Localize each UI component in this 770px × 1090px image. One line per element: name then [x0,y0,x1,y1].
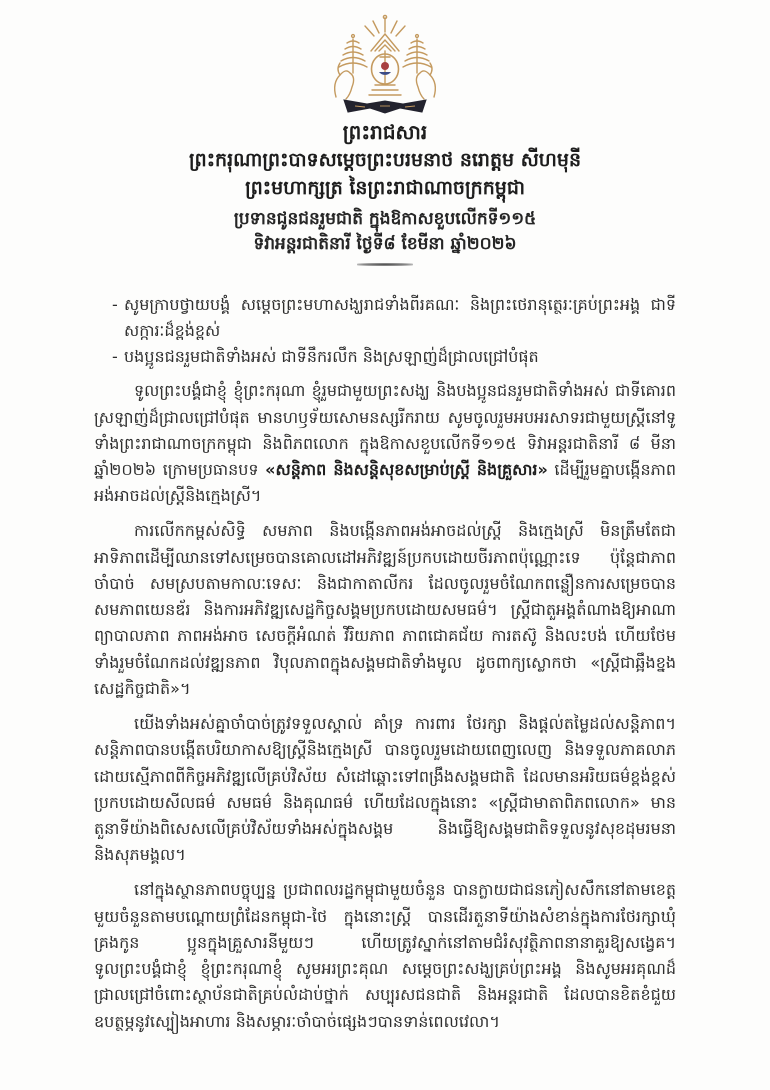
salutation-item [112,292,676,344]
paragraph-1 [94,378,676,509]
salutation-list [112,292,676,371]
document-header [0,119,770,266]
paragraph-1-theme: «សន្តិភាព និងសន្តិសុខសម្រាប់ស្ត្រី និងគ្រួសារ» [265,459,548,479]
salutation-item [112,344,676,370]
paragraph-1-pre: ទូលព្រះបង្គំជាខ្ញុំ ខ្ញុំព្រះករុណា ខ្ញុំរួមជាមួយព្រះសង្ឃ និងបងប្អូនជនរួមជាតិទាំងអស់ ជាទីគោរពស្រឡាញ់ដ៏ជ្រាលជ្រៅបំផុត មានហឫទ័យសោមនស្សរីករាយ សូមចូលរួមអបអរសាទរជាមួយស្ត្រីនៅទូទាំងព្រះរាជាណាចក្រកម្ពុជា និងពិភពលោក ក្នុងឱកាសខួបលើកទី១១៥ ទិវាអន្តរជាតិនារី ៨ មីនា ឆ្នាំ២០២៦ ក្រោមប្រធានបទ [94,381,676,479]
date-line: ទិវាអន្តរជាតិនារី ថ្ងៃទី៨ ខែមីនា ឆ្នាំ២០២៦ [253,234,517,255]
monarch-title-line: ព្រះមហាក្សត្រ នៃព្រះរាជាណាចក្រកម្ពុជា [245,176,525,199]
document-title: ព្រះរាជសារ [342,120,428,144]
paragraph-4: នៅក្នុងស្ថានភាពបច្ចុប្បន្ន ប្រជាពលរដ្ឋកម្ពុជាមួយចំនួន បានក្លាយជាជនភៀសសឹកនៅតាមខេត្តមួយចំនួនតាមបណ្តោយព្រំដែនកម្ពុជា-ថៃ ក្នុងនោះស្ត្រី បានដើរតួនាទីយ៉ាងសំខាន់ក្នុងការថែរក្សាឃុំគ្រងកូន ប្អូនក្នុងគ្រួសារនីមួយៗ ហើយត្រូវស្នាក់នៅតាមជំរំសុវត្ថិភាពនានាគួរឱ្យសង្វេគ។ ទូលព្រះបង្គំជាខ្ញុំ ខ្ញុំព្រះករុណាខ្ញុំ សូមអរព្រះគុណ សម្តេចព្រះសង្ឃគ្រប់ព្រះអង្គ និងសូមអរគុណដ៏ជ្រាលជ្រៅចំពោះស្ថាប័នជាតិគ្រប់លំដាប់ថ្នាក់ សប្បុរសជនជាតិ និងអន្តរជាតិ ដែលបានខិតខំជួយឧបត្ថម្ភនូវស្បៀងអាហារ និងសម្ភារៈចាំបាច់ផ្សេងៗបានទាន់ពេលវេលា។ [94,880,676,1031]
salutation-text: សូមក្រាបថ្វាយបង្គំ សម្តេចព្រះមហាសង្ឃរាជទាំងពីរគណៈ និងព្រះថេរានុត្ថេរៈគ្រប់ព្រះអង្គ ជាទីសក្ការៈដ៏ខ្ពង់ខ្ពស់ [124,294,676,340]
salutation-text: បងប្អូនជនរួមជាតិទាំងអស់ ជាទីនឹករលឹក និងស្រឡាញ់ដ៏ជ្រាលជ្រៅបំផុត [124,347,539,367]
royal-arms-icon [322,13,448,117]
paragraph-3: យើងទាំងអស់គ្នាចាំបាច់ត្រូវទទួលស្គាល់ គាំទ្រ ការពារ ថែរក្សា និងផ្តល់តម្លៃដល់សន្តិភាព។ សន្តិភាពបានបង្កើតបរិយាកាសឱ្យស្ត្រីនិងក្មេងស្រី បានចូលរួមដោយពេញលេញ និងទទួលភាគលាភដោយស្មើភាពពីកិច្ចអភិវឌ្ឍលើគ្រប់វិស័យ សំដៅឆ្ពោះទៅពង្រឹងសង្គមជាតិ ដែលមានអរិយធម៌ខ្ពង់ខ្ពស់ប្រកបដោយសីលធម៌ សមធម៌ និងគុណធម៌ ហើយដែលក្នុងនោះ «ស្ត្រីជាមាតាពិភពលោក» មានតួនាទីយ៉ាងពិសេសលើគ្រប់វិស័យទាំងអស់ក្នុងសង្គម និងធ្វើឱ្យសង្គមជាតិទទួលនូវសុខដុមរមនា និងសុភមង្គល។ [94,714,676,865]
paragraph-2: ការលើកកម្ពស់សិទ្ធិ សមភាព និងបង្កើនភាពអង់អាចដល់ស្ត្រី និងក្មេងស្រី មិនត្រឹមតែជាអាទិភាពដើម្បីឈានទៅសម្រេចបានគោលដៅអភិវឌ្ឍន៍ប្រកបដោយចីរភាពប៉ុណ្ណោះទេ ប៉ុន្តែជាភាពចាំបាច់ សមស្របតាមកាលៈទេសៈ និងជាកាតាលីករ ដែលចូលរួមចំណែកពន្លឿនការសម្រេចបានសមភាពយេនឌ័រ និងការអភិវឌ្ឍសេដ្ឋកិច្ចសង្គមប្រកបដោយសមធម៌។ ស្ត្រីជាតួអង្គតំណាងឱ្យអាណាព្យាបាលភាព ភាពអង់អាច សេចក្តីអំណត់ វីរិយភាព ភាពជោគជ័យ ការតស៊ូ និងលះបង់ ហើយថែមទាំងរួមចំណែកដល់វឌ្ឍនភាព វិបុលភាពក្នុងសង្គមជាតិទាំងមូល ដូចពាក្យស្លោកថា «ស្ត្រីជាឆ្អឹងខ្នងសេដ្ឋកិច្ចជាតិ»។ [94,521,676,698]
king-name-line: ព្រះករុណាព្រះបាទសម្តេចព្រះបរមនាថ នរោត្តម សីហមុនី [188,149,582,171]
paragraph-1-post: ដើម្បីរួមគ្នាបង្កើនភាពអង់អាចដល់ស្ត្រីនិងក្មេងស្រី។ [94,459,676,506]
salutation-dash: - [112,294,118,314]
document-body [94,292,676,1035]
royal-arms-emblem [320,13,450,117]
occasion-line: ប្រទានជូនជនរួមជាតិ ក្នុងឱកាសខួបលើកទី១១៥ [233,209,537,230]
header-divider [357,263,413,266]
salutation-dash: - [112,347,118,367]
